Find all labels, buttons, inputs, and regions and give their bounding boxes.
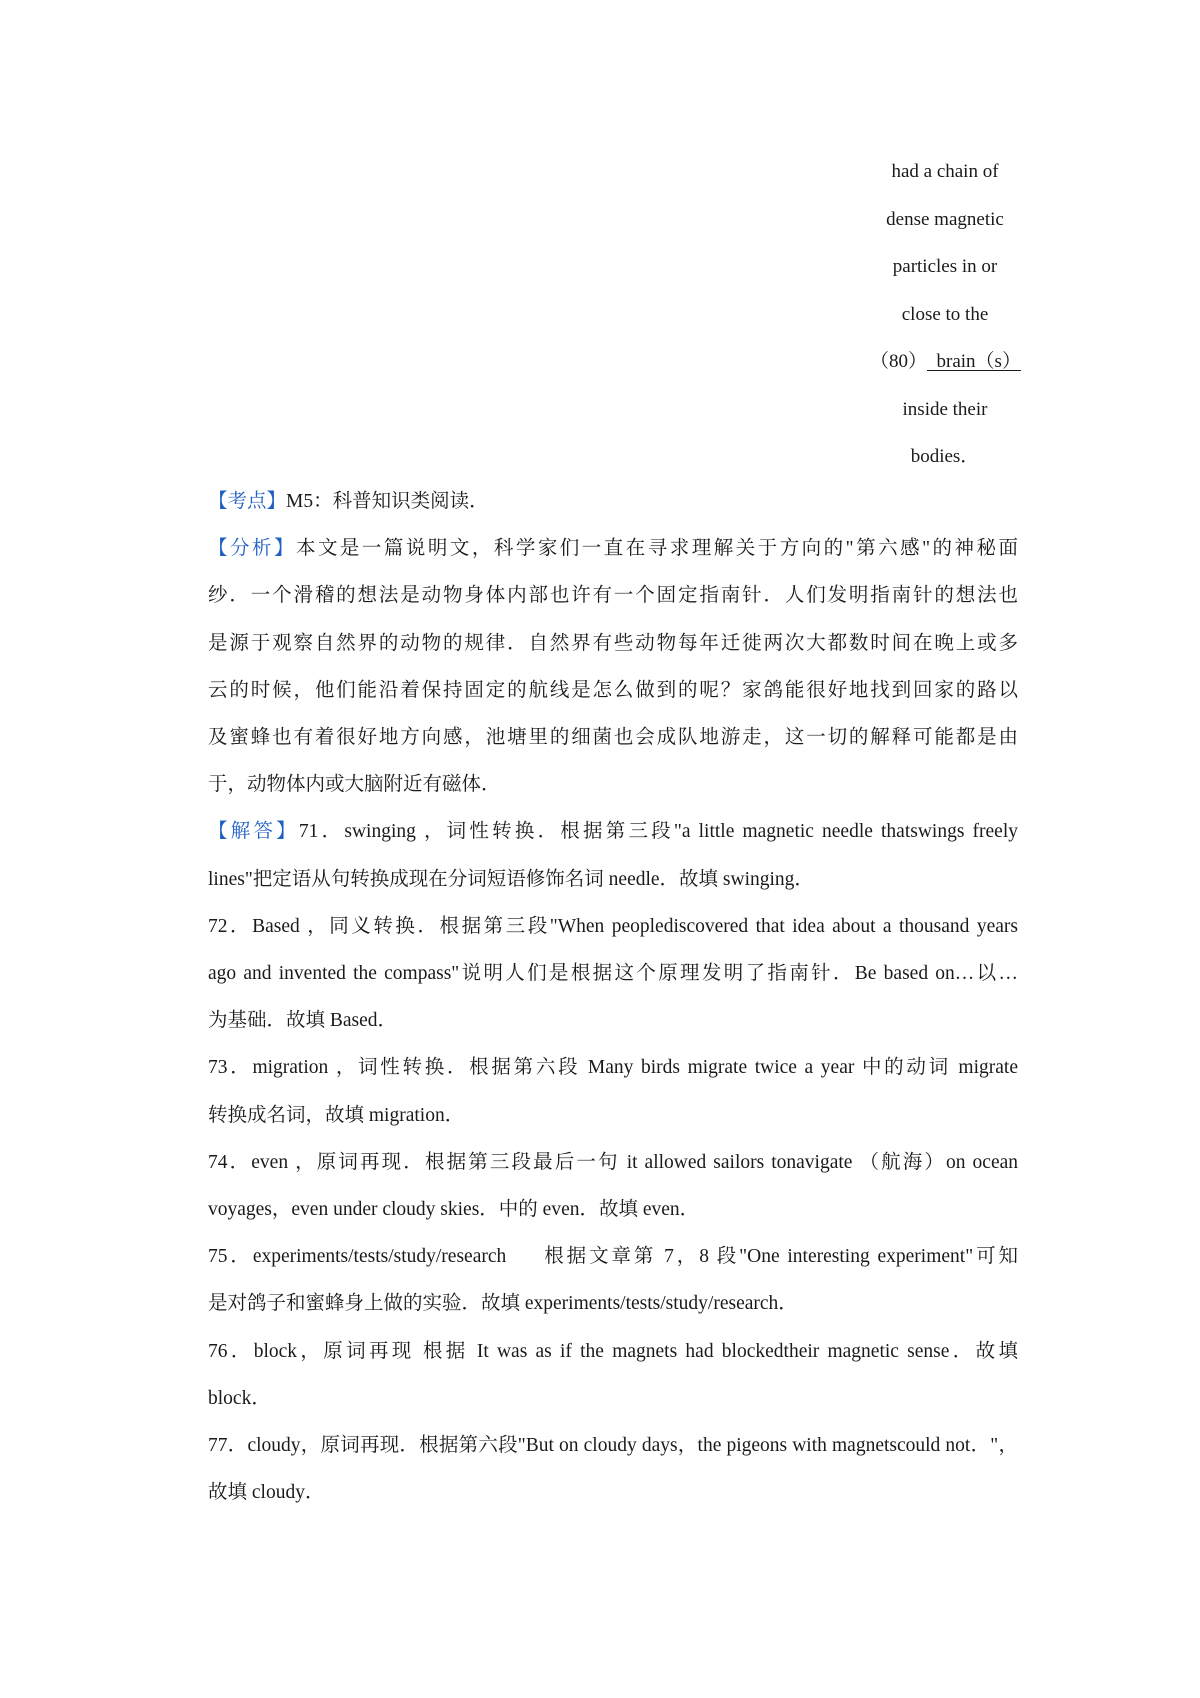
jieda-line: 转换成名词，故填 migration． [208,1104,465,1126]
cell-line: inside their [902,398,988,420]
jieda-line: ago and invented the compass"说明人们是根据这个原理发明了指南针．Be based on…以… [208,963,1018,985]
jieda-line: 是对鸽子和蜜蜂身上做的实验．故填 experiments/tests/study/research． [208,1293,798,1315]
jieda-tag: 【解答】 [208,821,299,843]
fenxi-line: 纱．一个滑稽的想法是动物身体内部也许有一个固定指南针．人们发明指南针的想法也 [208,585,1018,607]
jieda-line: voyages，even under cloudy skies．中的 even．故填 even． [208,1199,700,1221]
kaodian-section [208,478,1018,525]
jieda-line: 73．migration ，词性转换．根据第六段 Many birds migrate twice a year 中的动词 migrate [208,1057,1018,1079]
kaodian-text: M5：科普知识类阅读． [286,491,489,512]
fenxi-line: 本文是一篇说明文，科学家们一直在寻求理解关于方向的"第六感"的神秘面 [295,538,1018,560]
kaodian-tag: 【考点】 [208,491,287,512]
fenxi-line: 及蜜蜂也有着很好地方向感，池塘里的细菌也会成队地游走，这一切的解释可能都是由 [208,727,1018,749]
cell-line: dense magnetic [886,208,1004,230]
jieda-item-74 [208,1139,1018,1233]
jieda-line: 77．cloudy，原词再现．根据第六段"But on cloudy days，the pigeons with magnetscould not．"， [208,1435,1018,1457]
explanation-body [208,478,1018,1516]
jieda-line: lines"把定语从句转换成现在分词短语修饰名词 needle．故填 swinging． [208,868,814,890]
cell-line: had a chain of [891,161,999,182]
jieda-line: 76．block，原词再现 根据 It was as if the magnets had blockedtheir magnetic sense．故填 [208,1340,1018,1362]
jieda-item-72 [208,903,1018,1045]
jieda-line: 故填 cloudy． [208,1482,325,1504]
blank-answer: brain（s） [927,351,1021,372]
answer-table-cell [870,148,1020,481]
jieda-item-73 [208,1044,1018,1138]
jieda-line: block． [208,1387,271,1409]
fenxi-line: 是源于观察自然界的动物的规律．自然界有些动物每年迁徙两次大都数时间在晚上或多 [208,632,1018,654]
jieda-item-71 [208,808,1018,902]
jieda-line: 为基础．故填 Based． [208,1010,398,1032]
cell-line: close to the [901,303,989,325]
fenxi-line: 于，动物体内或大脑附近有磁体． [208,774,501,796]
blank-number: （80） [870,351,928,372]
jieda-item-77 [208,1422,1018,1516]
jieda-line: 72．Based ，同义转换．根据第三段"When peoplediscovered that idea about a thousand years [208,915,1018,937]
cell-line: particles in or [892,256,998,277]
jieda-line: 74．even ，原词再现．根据第三段最后一句 it allowed sailors tonavigate （航海）on ocean [208,1151,1018,1173]
blank-80-line [870,338,1020,386]
cell-line: bodies． [910,446,980,467]
jieda-item-75 [208,1233,1018,1327]
jieda-item-76 [208,1328,1018,1422]
fenxi-tag: 【分析】 [208,538,296,560]
jieda-line: 71．swinging ，词性转换．根据第三段"a little magnetic needle thatswings freely [298,821,1018,843]
fenxi-line: 云的时候，他们能沿着保持固定的航线是怎么做到的呢？家鸽能很好地找到回家的路以 [208,679,1018,701]
jieda-line: 75．experiments/tests/study/research 根据文章第 7，8 段"One interesting experiment"可知 [208,1246,1018,1268]
fenxi-section [208,525,1018,808]
